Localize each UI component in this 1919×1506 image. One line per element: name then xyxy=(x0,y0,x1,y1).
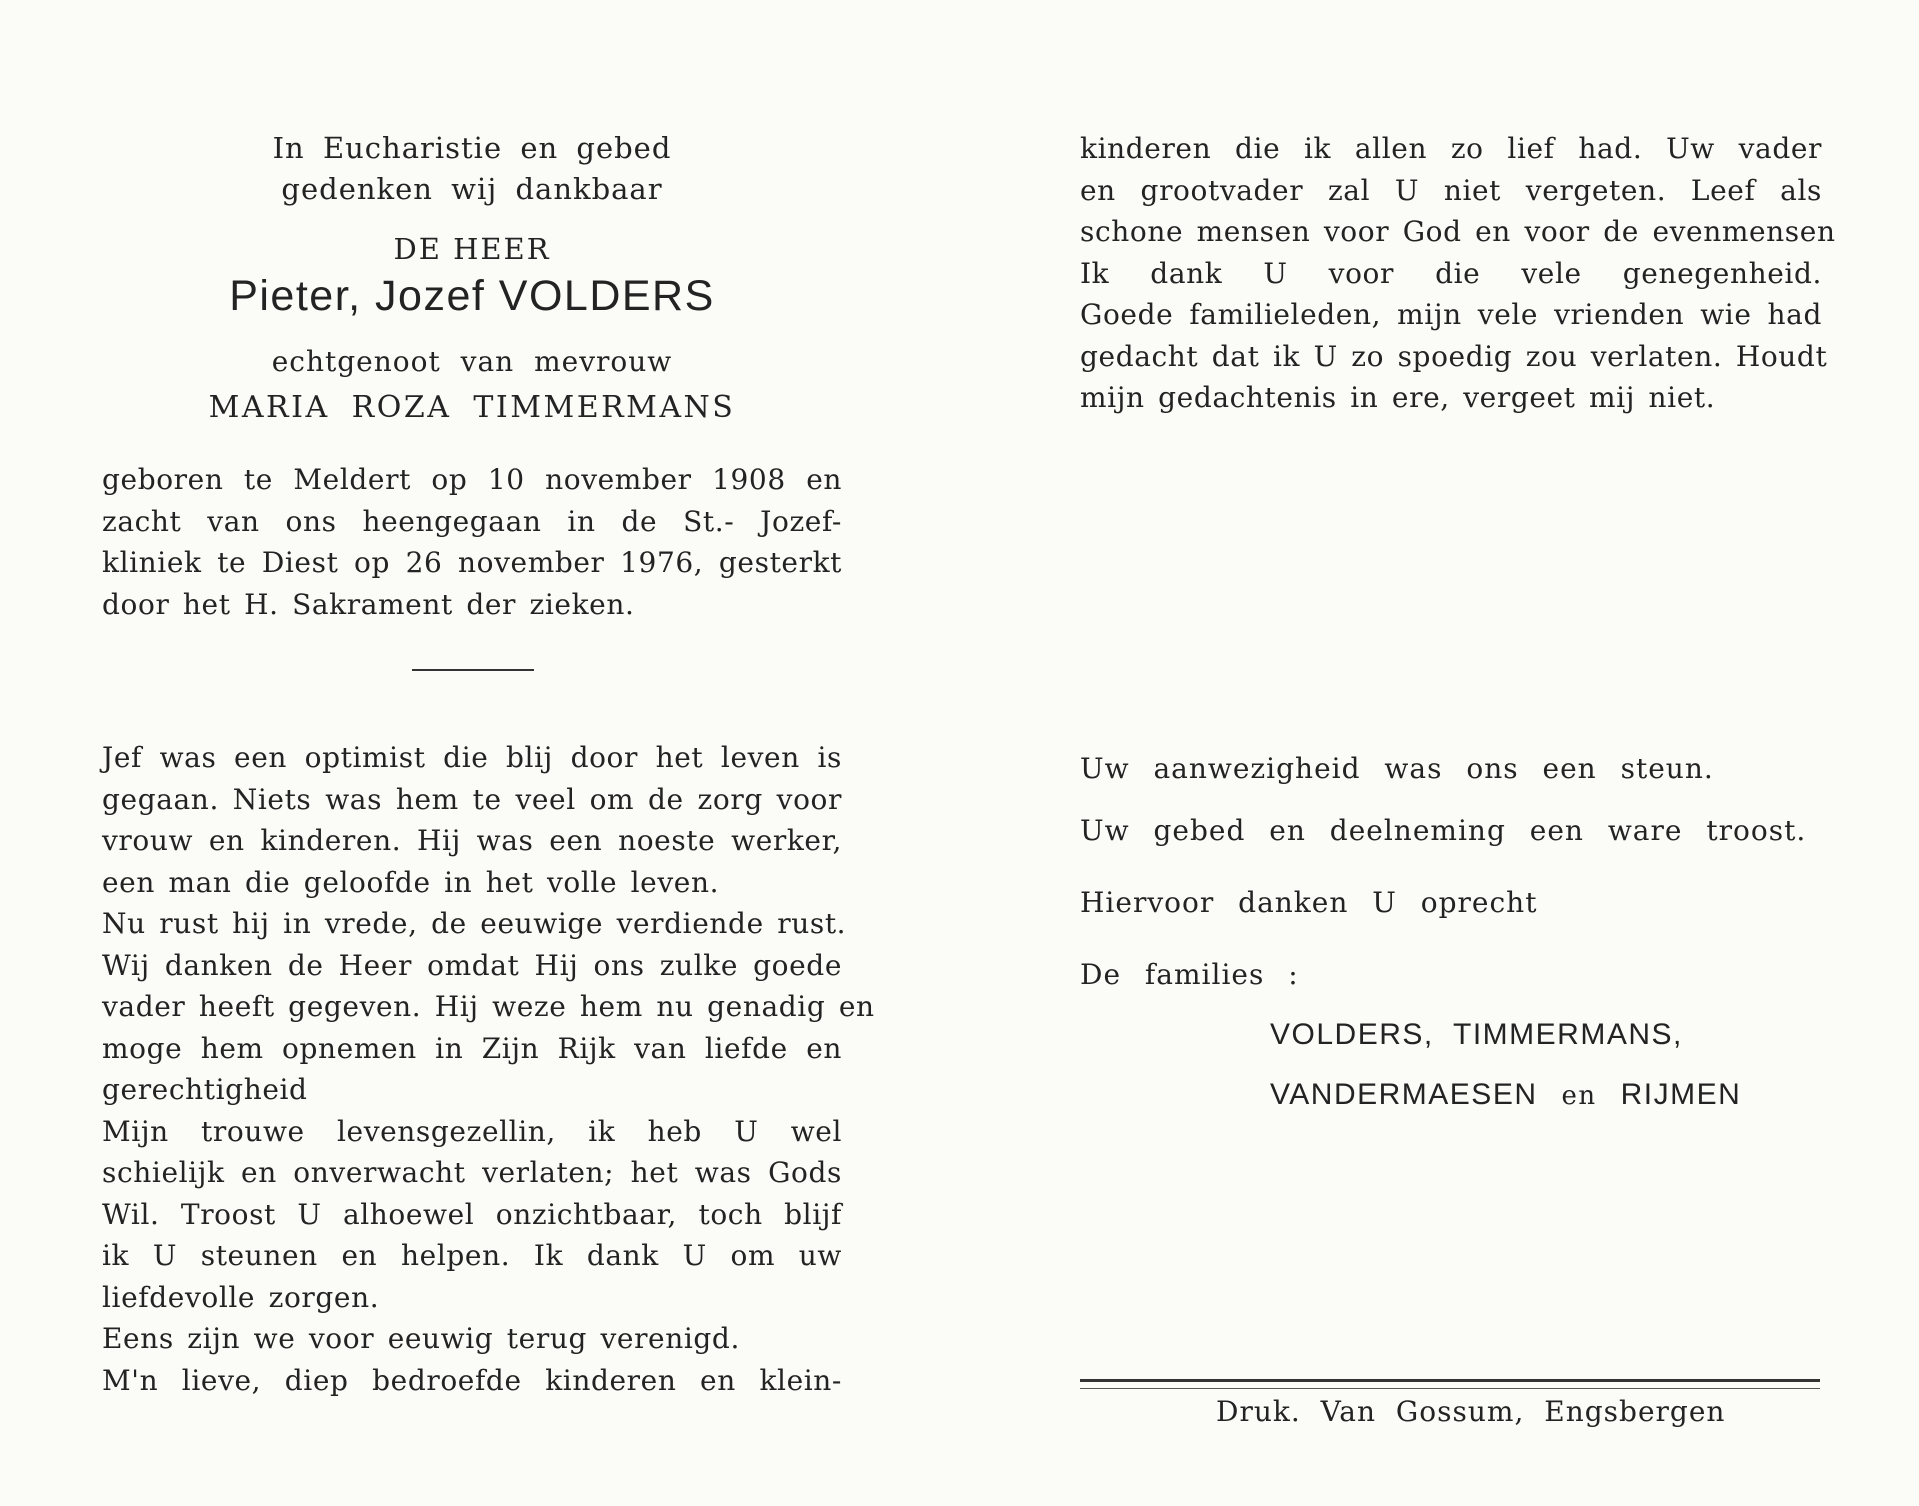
text-line: liefdevolle zorgen. xyxy=(102,1280,380,1314)
family-line: VOLDERS, TIMMERMANS, xyxy=(1270,1018,1683,1051)
intro-line: In Eucharistie en gebed xyxy=(272,131,672,165)
family-name: RIJMEN xyxy=(1620,1078,1742,1111)
text-line: gedacht dat ik U zo spoedig zou verlaten. Houdt xyxy=(1080,339,1828,373)
divider-line xyxy=(412,669,534,671)
honorific-title: DE HEER xyxy=(393,232,551,266)
left-column xyxy=(102,128,875,1401)
text-line: Goede familieleden, mijn vele vrienden wie had xyxy=(1080,298,1822,331)
thanks-line: Uw gebed en deelneming een ware troost. xyxy=(1080,814,1807,847)
right-column xyxy=(1080,128,1836,419)
text-line: mijn gedachtenis in ere, vergeet mij niet. xyxy=(1080,381,1716,414)
family-name: VANDERMAESEN xyxy=(1270,1078,1538,1111)
text-line: vrouw en kinderen. Hij was een noeste werker, xyxy=(102,824,842,857)
spouse-name: MARIA ROZA TIMMERMANS xyxy=(208,390,736,425)
text-line: schone mensen voor God en voor de evenmensen xyxy=(1080,215,1836,248)
text-line: Nu rust hij in vrede, de eeuwige verdiende rust. xyxy=(102,907,847,940)
thanks-line: Uw aanwezigheid was ons een steun. xyxy=(1080,752,1714,785)
text-line: zacht van ons heengegaan in de St.- Jozef- xyxy=(102,504,842,538)
text-line: een man die geloofde in het volle leven. xyxy=(102,865,720,899)
spouse-intro: echtgenoot van mevrouw xyxy=(271,345,673,378)
text-line: en grootvader zal U niet vergeten. Leef als xyxy=(1080,173,1822,207)
thanks-line: Hiervoor danken U oprecht xyxy=(1080,886,1538,919)
conjunction: en xyxy=(1561,1081,1597,1111)
families-heading: De families : xyxy=(1080,958,1299,991)
text-line: Mijn trouwe levensgezellin, ik heb U wel xyxy=(102,1114,842,1148)
text-line: moge hem opnemen in Zijn Rijk van liefde en xyxy=(102,1031,842,1065)
text-line: M'n lieve, diep bedroefde kinderen en klein- xyxy=(102,1363,842,1397)
text-line: gegaan. Niets was hem te veel om de zorg voor xyxy=(102,782,842,816)
family-line xyxy=(1270,1078,1741,1138)
tribute-paragraph xyxy=(102,737,875,1401)
intro-line: gedenken wij dankbaar xyxy=(281,172,663,206)
text-line: Jef was een optimist die blij door het leven is xyxy=(102,741,842,774)
text-line: Eens zijn we voor eeuwig terug verenigd. xyxy=(102,1322,740,1355)
continued-paragraph xyxy=(1080,128,1836,419)
intro-text xyxy=(102,128,842,210)
text-line: kinderen die ik allen zo lief had. Uw vader xyxy=(1080,132,1822,165)
text-line: door het H. Sakrament der zieken. xyxy=(102,587,635,621)
text-line: Wil. Troost U alhoewel onzichtbaar, toch blijf xyxy=(102,1197,842,1231)
text-line: vader heeft gegeven. Hij weze hem nu genadig en xyxy=(102,990,875,1023)
family-names xyxy=(1270,1018,1741,1138)
text-line: kliniek te Diest op 26 november 1976, gesterkt xyxy=(102,546,842,579)
text-line: geboren te Meldert op 10 november 1908 en xyxy=(102,463,842,496)
text-line: ik U steunen en helpen. Ik dank U om uw xyxy=(102,1239,842,1272)
text-line: schielijk en onverwacht verlaten; het was Gods xyxy=(102,1156,842,1189)
printer-rule xyxy=(1080,1379,1820,1389)
birth-death-paragraph xyxy=(102,459,842,625)
deceased-name: Pieter, Jozef VOLDERS xyxy=(229,272,715,320)
text-line: gerechtigheid xyxy=(102,1073,308,1106)
text-line: Wij danken de Heer omdat Hij ons zulke goede xyxy=(102,948,842,982)
thanks-block xyxy=(1080,752,1807,991)
text-line: Ik dank U voor die vele genegenheid. xyxy=(1080,256,1822,290)
printer-credit: Druk. Van Gossum, Engsbergen xyxy=(1216,1395,1726,1428)
